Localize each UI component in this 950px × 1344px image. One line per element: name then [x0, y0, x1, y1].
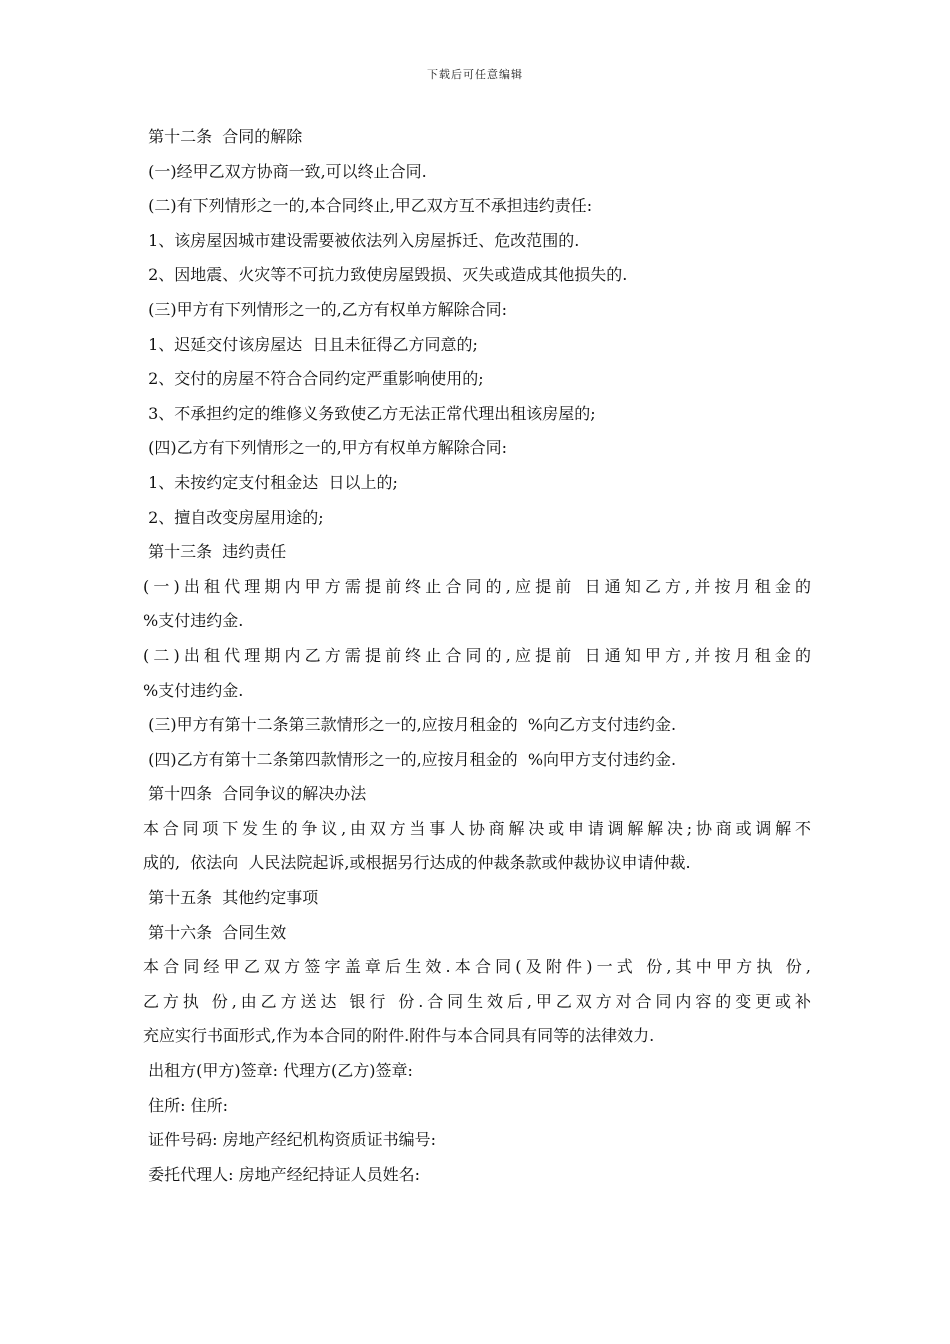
contract-line: 2、因地震、火灾等不可抗力致使房屋毁损、灭失或造成其他损失的.	[143, 265, 628, 285]
contract-line: 本合同经甲乙双方签字盖章后生效.本合同(及附件)一式 份,其中甲方执 份,	[143, 957, 811, 977]
contract-line: 1、该房屋因城市建设需要被依法列入房屋拆迁、危改范围的.	[143, 230, 580, 250]
contract-line: 第十六条 合同生效	[143, 922, 287, 942]
contract-line: %支付违约金.	[143, 611, 244, 631]
contract-line: 第十五条 其他约定事项	[143, 888, 319, 908]
page-header: 下载后可任意编辑	[427, 68, 523, 81]
contract-line: (三)甲方有下列情形之一的,乙方有权单方解除合同:	[143, 299, 508, 319]
contract-line: 第十二条 合同的解除	[143, 127, 303, 146]
contract-line: 1、迟延交付该房屋达 日且未征得乙方同意的;	[143, 334, 478, 354]
contract-line: 成的, 依法向 人民法院起诉,或根据另行达成的仲裁条款或仲裁协议申请仲裁.	[143, 853, 691, 873]
contract-line: (二)出租代理期内乙方需提前终止合同的,应提前 日通知甲方,并按月租金的	[143, 645, 811, 665]
contract-line: 证件号码: 房地产经纪机构资质证书编号:	[143, 1130, 436, 1150]
contract-line: 出租方(甲方)签章: 代理方(乙方)签章:	[143, 1061, 413, 1081]
contract-line: (三)甲方有第十二条第三款情形之一的,应按月租金的 %向乙方支付违约金.	[143, 715, 677, 735]
contract-line: 2、交付的房屋不符合合同约定严重影响使用的;	[143, 369, 484, 389]
contract-line: (一)出租代理期内甲方需提前终止合同的,应提前 日通知乙方,并按月租金的	[143, 576, 811, 596]
contract-line: %支付违约金.	[143, 680, 244, 700]
contract-body	[143, 120, 811, 1192]
contract-line: 本合同项下发生的争议,由双方当事人协商解决或申请调解解决;协商或调解不	[143, 818, 811, 838]
contract-line: 2、擅自改变房屋用途的;	[143, 507, 324, 527]
contract-line: 第十三条 违约责任	[143, 542, 287, 562]
contract-line: 委托代理人: 房地产经纪持证人员姓名:	[143, 1164, 420, 1184]
contract-line: 3、不承担约定的维修义务致使乙方无法正常代理出租该房屋的;	[143, 403, 596, 423]
contract-line: 乙方执 份,由乙方送达 银行 份.合同生效后,甲乙双方对合同内容的变更或补	[143, 991, 811, 1011]
contract-line: 1、未按约定支付租金达 日以上的;	[143, 472, 398, 492]
contract-line: (二)有下列情形之一的,本合同终止,甲乙双方互不承担违约责任:	[143, 196, 593, 216]
contract-line: (四)乙方有第十二条第四款情形之一的,应按月租金的 %向甲方支付违约金.	[143, 749, 677, 769]
contract-line: (一)经甲乙双方协商一致,可以终止合同.	[143, 161, 427, 181]
contract-line: 充应实行书面形式,作为本合同的附件.附件与本合同具有同等的法律效力.	[143, 1026, 655, 1046]
contract-line: (四)乙方有下列情形之一的,甲方有权单方解除合同:	[143, 438, 508, 458]
contract-line: 第十四条 合同争议的解决办法	[143, 784, 367, 804]
contract-line: 住所: 住所:	[143, 1095, 228, 1115]
